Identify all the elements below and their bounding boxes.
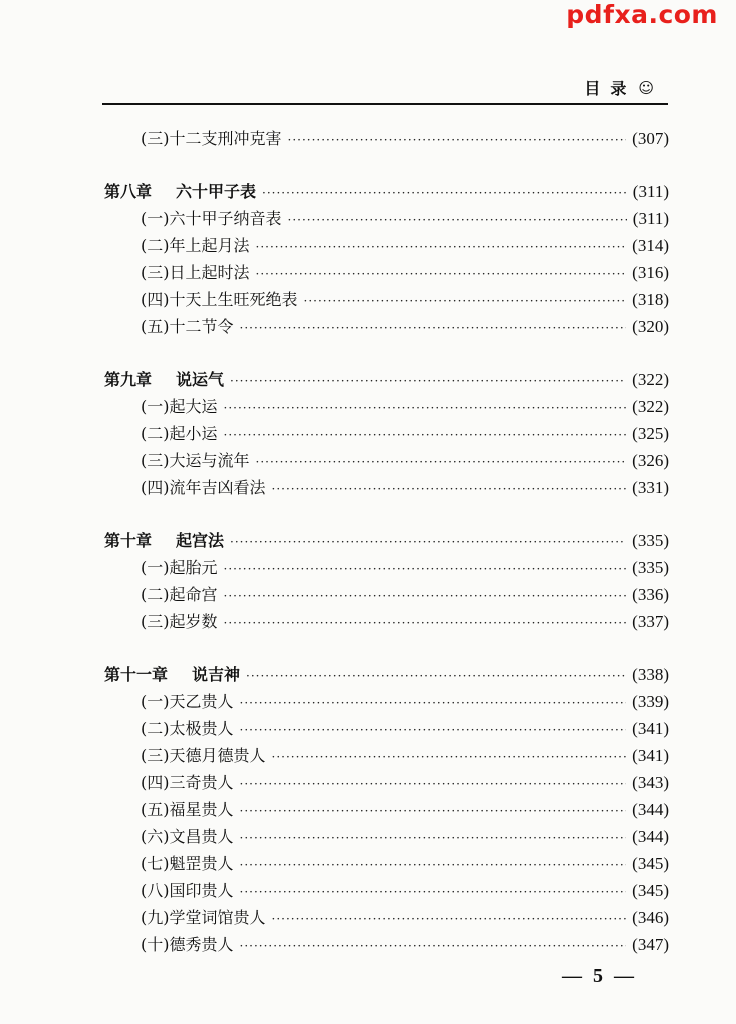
page-ref: (341) bbox=[632, 746, 669, 765]
page-ref: (331) bbox=[632, 478, 669, 497]
page-ref: (344) bbox=[632, 800, 669, 819]
page-ref: (335) bbox=[632, 558, 669, 577]
dot-leader bbox=[304, 288, 627, 315]
entry-title: (四)三奇贵人 bbox=[141, 773, 234, 792]
chapter-title: 说吉神 bbox=[192, 665, 241, 684]
dot-leader bbox=[224, 422, 627, 449]
toc-entry bbox=[104, 205, 669, 232]
chapter-row bbox=[104, 527, 669, 554]
chapter-title: 说运气 bbox=[176, 370, 225, 389]
page-ref: (343) bbox=[632, 773, 669, 792]
running-head-title: 目录 bbox=[584, 79, 637, 98]
toc-section bbox=[104, 178, 669, 340]
toc-entry bbox=[104, 904, 669, 931]
entry-title: (二)起命宫 bbox=[141, 585, 218, 604]
dot-leader bbox=[240, 717, 627, 744]
toc-entry bbox=[104, 742, 669, 769]
dot-leader bbox=[288, 207, 627, 234]
dot-leader bbox=[240, 879, 627, 906]
entry-title: (十)德秀贵人 bbox=[141, 935, 234, 954]
watermark: pdfxa.com bbox=[566, 0, 718, 29]
toc-entry bbox=[104, 715, 669, 742]
header-rule bbox=[102, 103, 668, 105]
chapter-number: 第十章 bbox=[104, 531, 153, 550]
entry-title: (三)天德月德贵人 bbox=[141, 746, 266, 765]
toc-section bbox=[104, 366, 669, 501]
table-of-contents bbox=[104, 125, 669, 984]
dot-leader bbox=[272, 476, 627, 503]
entry-title: (五)福星贵人 bbox=[141, 800, 234, 819]
toc-entry bbox=[104, 313, 669, 340]
page-ref: (341) bbox=[632, 719, 669, 738]
entry-title: (一)起大运 bbox=[141, 397, 218, 416]
entry-title: (八)国印贵人 bbox=[141, 881, 234, 900]
chapter-number: 第十一章 bbox=[104, 665, 169, 684]
entry-title: (三)日上起时法 bbox=[141, 263, 250, 282]
entry-title: (一)六十甲子纳音表 bbox=[141, 209, 282, 228]
entry-title: (五)十二节令 bbox=[141, 317, 234, 336]
page-ref: (307) bbox=[632, 129, 669, 148]
page-ref: (325) bbox=[632, 424, 669, 443]
toc-entry bbox=[104, 850, 669, 877]
page-ref: (345) bbox=[632, 854, 669, 873]
dot-leader bbox=[224, 395, 627, 422]
entry-title: (一)天乙贵人 bbox=[141, 692, 234, 711]
toc-entry bbox=[104, 232, 669, 259]
toc-entry bbox=[104, 474, 669, 501]
smiley-icon: ☺ bbox=[638, 78, 654, 97]
entry-title: (三)十二支刑冲克害 bbox=[141, 129, 282, 148]
dot-leader bbox=[240, 852, 627, 879]
chapter-title: 六十甲子表 bbox=[176, 182, 257, 201]
dot-leader bbox=[272, 744, 627, 771]
entry-title: (一)起胎元 bbox=[141, 558, 218, 577]
entry-title: (三)大运与流年 bbox=[141, 451, 250, 470]
toc-entry bbox=[104, 581, 669, 608]
dot-leader bbox=[224, 556, 627, 583]
page-ref: (322) bbox=[632, 370, 669, 389]
page-ref: (311) bbox=[632, 209, 669, 228]
toc-section bbox=[104, 125, 669, 152]
page-ref: (335) bbox=[632, 531, 669, 550]
page-ref: (337) bbox=[632, 612, 669, 631]
chapter-title: 起宫法 bbox=[176, 531, 225, 550]
page-ref: (314) bbox=[632, 236, 669, 255]
entry-title: (六)文昌贵人 bbox=[141, 827, 234, 846]
chapter-row bbox=[104, 366, 669, 393]
entry-title: (七)魁罡贵人 bbox=[141, 854, 234, 873]
page-ref: (347) bbox=[632, 935, 669, 954]
dot-leader bbox=[224, 610, 627, 637]
dot-leader bbox=[240, 315, 627, 342]
page-ref: (326) bbox=[632, 451, 669, 470]
entry-title: (九)学堂词馆贵人 bbox=[141, 908, 266, 927]
dot-leader bbox=[246, 663, 626, 690]
page-ref: (320) bbox=[632, 317, 669, 336]
toc-entry bbox=[104, 931, 669, 958]
dot-leader bbox=[262, 180, 627, 207]
toc-entry bbox=[104, 420, 669, 447]
page-ref: (311) bbox=[632, 182, 669, 201]
toc-entry bbox=[104, 259, 669, 286]
page-ref: (322) bbox=[632, 397, 669, 416]
chapter-number: 第八章 bbox=[104, 182, 153, 201]
dot-leader bbox=[240, 771, 627, 798]
toc-entry bbox=[104, 125, 669, 152]
dot-leader bbox=[240, 798, 627, 825]
toc-entry bbox=[104, 554, 669, 581]
entry-title: (二)起小运 bbox=[141, 424, 218, 443]
dot-leader bbox=[272, 906, 627, 933]
dot-leader bbox=[256, 234, 627, 261]
dot-leader bbox=[224, 583, 627, 610]
chapter-number: 第九章 bbox=[104, 370, 153, 389]
dot-leader bbox=[288, 127, 627, 154]
toc-entry bbox=[104, 877, 669, 904]
page-ref: (336) bbox=[632, 585, 669, 604]
dot-leader bbox=[256, 261, 627, 288]
page-ref: (339) bbox=[632, 692, 669, 711]
toc-entry bbox=[104, 796, 669, 823]
page-ref: (344) bbox=[632, 827, 669, 846]
entry-title: (三)起岁数 bbox=[141, 612, 218, 631]
toc-entry bbox=[104, 688, 669, 715]
entry-title: (四)流年吉凶看法 bbox=[141, 478, 266, 497]
toc-entry bbox=[104, 608, 669, 635]
toc-entry bbox=[104, 393, 669, 420]
dot-leader bbox=[230, 529, 626, 556]
toc-entry bbox=[104, 769, 669, 796]
toc-entry bbox=[104, 286, 669, 313]
toc-section bbox=[104, 527, 669, 635]
page-ref: (316) bbox=[632, 263, 669, 282]
dot-leader bbox=[240, 933, 627, 960]
toc-entry bbox=[104, 447, 669, 474]
dot-leader bbox=[240, 690, 627, 717]
dot-leader bbox=[230, 368, 626, 395]
page-ref: (346) bbox=[632, 908, 669, 927]
page-ref: (345) bbox=[632, 881, 669, 900]
page-ref: (338) bbox=[632, 665, 669, 684]
chapter-row bbox=[104, 661, 669, 688]
entry-title: (二)太极贵人 bbox=[141, 719, 234, 738]
page-ref: (318) bbox=[632, 290, 669, 309]
chapter-row bbox=[104, 178, 669, 205]
toc-entry bbox=[104, 823, 669, 850]
toc-section bbox=[104, 661, 669, 958]
dot-leader bbox=[256, 449, 627, 476]
dot-leader bbox=[240, 825, 627, 852]
entry-title: (四)十天上生旺死绝表 bbox=[141, 290, 298, 309]
page-number: — 5 — bbox=[562, 965, 634, 987]
entry-title: (二)年上起月法 bbox=[141, 236, 250, 255]
running-head bbox=[584, 76, 654, 99]
